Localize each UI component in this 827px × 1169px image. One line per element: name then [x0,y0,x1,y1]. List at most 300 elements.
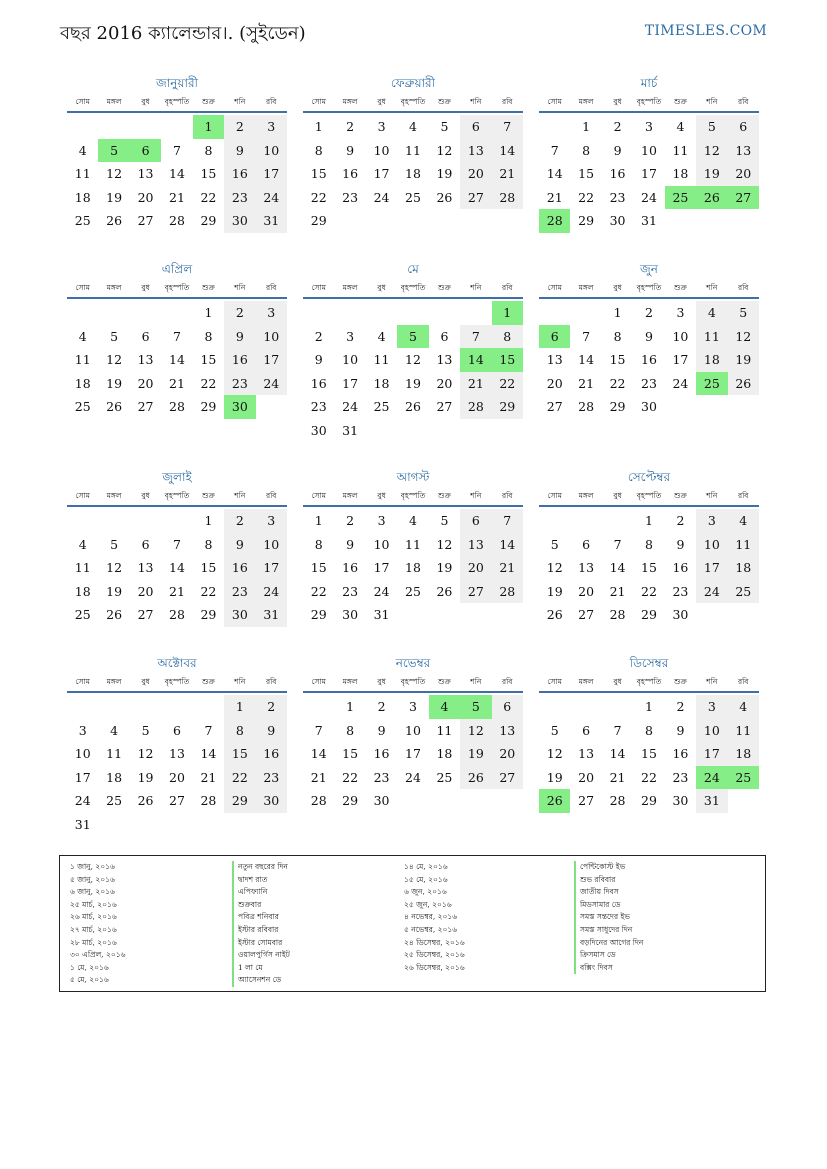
day-cell: 3 [256,301,287,325]
weekday-label: শনি [706,491,718,500]
day-cell: 19 [460,742,491,766]
day-cell: 9 [224,325,255,349]
month-block [303,466,523,627]
legend-date: ২৬ ডিসেম্বর, ২০১৬ [404,962,465,972]
legend-names-col-2 [574,861,643,974]
day-cell: 14 [492,139,523,163]
weekday-label: সোম [547,283,562,292]
day-cell: 13 [492,719,523,743]
weekday-label: শুক্র [438,677,451,686]
day-cell: 11 [728,533,759,557]
holiday-day-cell: 25 [728,766,759,790]
day-cell: 12 [546,560,563,575]
day-cell: 14 [546,166,563,181]
day-cell: 21 [609,769,626,785]
day-cell: 27 [578,793,595,808]
day-cell: 8 [204,328,213,344]
weekday-header [67,488,287,507]
day-cell: 15 [641,746,657,761]
legend-holiday-name: বড়দিনের আগের দিন [574,937,643,950]
legend-names-col-1 [232,861,290,987]
legend-holiday-name: ক্রিসমাস ডে [574,949,643,962]
day-cell: 3 [377,513,386,528]
empty-day-cell [460,301,491,325]
empty-day-cell [397,301,428,325]
weekday-label: মঙ্গল [342,677,358,686]
day-cell: 17 [256,162,287,186]
day-cell: 2 [676,513,685,528]
day-cell: 31 [373,607,390,622]
day-cell: 13 [137,352,154,367]
legend-date: ২৫ জুন, ২০১৬ [404,899,452,909]
month-name: অক্টোবর [157,656,197,670]
weekday-label: সোম [547,491,562,500]
holiday-day-cell: 25 [696,372,727,396]
day-cell: 23 [224,186,255,210]
day-cell: 13 [546,352,563,367]
day-cell: 7 [460,325,491,349]
weekday-label: শনি [706,677,718,686]
holiday-day-cell: 4 [429,695,460,719]
day-cell: 10 [256,139,287,163]
day-cell: 8 [613,328,622,344]
day-cell: 25 [74,607,91,622]
day-cell: 5 [696,115,727,139]
weekday-label: বৃহস্পতি [400,491,426,500]
day-cell: 27 [546,399,563,414]
day-cell: 7 [173,142,181,158]
day-cell: 9 [613,142,622,158]
day-cell: 7 [173,328,181,344]
day-cell: 5 [440,513,449,528]
day-cell: 29 [641,793,657,808]
day-cell: 2 [224,509,255,533]
day-cell: 16 [342,560,359,575]
day-cell: 29 [492,395,523,419]
day-cell: 16 [224,348,255,372]
empty-day-cell [98,301,129,325]
legend-date: ২৮ মার্চ, ২০১৬ [70,937,117,947]
month-name: আগস্ট [396,470,430,484]
day-cell: 2 [314,328,323,344]
day-cell: 11 [405,142,421,158]
day-cell: 6 [728,115,759,139]
day-cell: 31 [641,213,657,228]
legend-holiday-name: অ্যাসেনশন ডে [232,974,290,987]
weekday-label: মঙ্গল [578,283,594,292]
weekday-label: রবি [738,677,749,686]
month-block [303,652,523,813]
weekday-label: সোম [547,97,562,106]
day-cell: 27 [436,399,453,414]
holiday-day-cell: 26 [539,789,570,813]
empty-day-cell [130,695,161,719]
weekday-label: রবি [266,677,277,686]
day-cell: 16 [609,166,626,181]
day-cell: 1 [645,699,653,714]
weekday-label: বৃহস্পতি [164,97,190,106]
legend-holiday-name: সমস্ত সাধুদের দিন [574,924,643,937]
empty-day-cell [429,301,460,325]
weekday-label: রবি [738,491,749,500]
day-cell: 22 [578,189,595,205]
day-cell: 12 [436,536,453,552]
weekday-label: বুধ [377,677,386,686]
day-cell: 20 [436,375,453,391]
day-cell: 10 [696,719,727,743]
brand-link[interactable]: TIMESLES.COM [644,23,767,39]
weekday-label: শনি [234,97,246,106]
day-cell: 9 [676,722,685,738]
day-cell: 10 [373,142,390,158]
day-cell: 14 [492,533,523,557]
weekday-label: শনি [234,491,246,500]
day-cell: 1 [204,513,213,528]
weekday-label: রবি [738,97,749,106]
day-cell: 15 [641,560,657,575]
day-cell: 19 [405,375,421,391]
holiday-day-cell: 5 [460,695,491,719]
weekday-label: শুক্র [438,283,451,292]
day-cell: 30 [609,213,626,228]
day-cell: 8 [224,719,255,743]
day-cell: 24 [405,769,421,785]
weekday-label: শনি [470,491,482,500]
weekday-label: বুধ [613,491,622,500]
weekday-label: শনি [234,283,246,292]
day-cell: 12 [436,142,453,158]
day-cell: 15 [310,560,327,575]
day-cell: 30 [373,793,390,808]
weekday-label: সোম [75,97,90,106]
weekday-label: বুধ [613,283,622,292]
day-cell: 24 [641,189,657,205]
day-cell: 12 [106,560,123,575]
day-cell: 6 [141,328,150,344]
holiday-day-cell: 1 [492,301,523,325]
day-cell: 29 [224,789,255,813]
day-cell: 21 [609,583,626,599]
day-cell: 27 [137,607,154,622]
weekday-label: শুক্র [202,283,215,292]
day-cell: 18 [696,348,727,372]
weekday-label: শুক্র [202,491,215,500]
day-cell: 31 [74,816,91,832]
weekday-label: শুক্র [674,283,687,292]
month-name: জুন [640,262,658,276]
empty-day-cell [67,301,98,325]
day-cell: 26 [106,607,123,622]
day-cell: 3 [409,699,417,714]
day-cell: 13 [460,139,491,163]
weekday-label: বুধ [141,677,150,686]
day-cell: 25 [405,583,421,599]
day-cell: 26 [460,766,491,790]
legend-date: ৩০ এপ্রিল, ২০১৬ [70,950,126,960]
month-block [539,258,759,419]
day-cell: 4 [409,119,417,134]
day-cell: 18 [672,166,689,181]
day-cell: 8 [346,722,355,738]
legend-date: ১ মে, ২০১৬ [70,962,109,972]
weekday-label: রবি [502,97,513,106]
day-cell: 23 [224,372,255,396]
weekday-label: বৃহস্পতি [400,283,426,292]
day-cell: 14 [578,352,595,367]
day-cell: 17 [74,769,91,785]
month-name: জানুয়ারী [156,76,198,90]
weekday-label: বুধ [141,97,150,106]
weekday-label: বৃহস্পতি [400,677,426,686]
empty-day-cell [161,695,192,719]
legend-holiday-name: জাতীয় দিবস [574,886,643,899]
day-cell: 24 [672,375,689,391]
legend-holiday-name: 1 লা মে [232,962,290,975]
day-cell: 22 [492,372,523,396]
empty-day-cell [130,509,161,533]
day-cell: 17 [256,348,287,372]
weekday-header [303,94,523,113]
day-cell: 31 [342,422,359,438]
day-cell: 28 [609,793,626,808]
day-cell: 3 [78,722,87,738]
weekday-label: সোম [311,283,326,292]
day-cell: 6 [440,328,449,344]
empty-day-cell [98,509,129,533]
day-cell: 16 [342,166,359,181]
day-cell: 20 [578,583,595,599]
weekday-label: বুধ [141,283,150,292]
day-cell: 16 [672,560,689,575]
month-block [67,652,287,836]
weekday-label: সোম [311,491,326,500]
day-cell: 1 [346,699,355,714]
day-cell: 26 [436,189,453,205]
month-block [303,72,523,233]
month-block [539,652,759,813]
day-cell: 1 [582,119,591,134]
day-cell: 5 [110,536,119,552]
day-cell: 26 [546,607,563,622]
day-cell: 3 [696,509,727,533]
day-cell: 25 [74,399,91,414]
day-cell: 27 [578,607,595,622]
day-cell: 27 [169,793,185,808]
day-cell: 27 [137,213,154,228]
weekday-label: শনি [470,283,482,292]
day-cell: 5 [550,722,559,738]
day-cell: 20 [578,769,595,785]
day-cell: 29 [310,607,327,622]
day-cell: 28 [460,395,491,419]
weekday-header [67,674,287,693]
day-cell: 19 [546,583,563,599]
empty-day-cell [334,301,365,325]
day-cell: 29 [200,607,217,622]
weekday-label: রবি [502,491,513,500]
day-cell: 7 [314,722,323,738]
empty-day-cell [539,115,570,139]
day-cell: 26 [106,213,123,228]
day-cell: 15 [609,352,626,367]
weekday-label: বৃহস্পতি [636,491,662,500]
day-cell: 4 [78,142,87,158]
empty-day-cell [130,301,161,325]
legend-holiday-name: মিডসামার ডে [574,899,643,912]
day-cell: 16 [373,746,390,761]
month-block [67,72,287,233]
day-cell: 7 [204,722,213,738]
day-cell: 22 [641,583,657,599]
day-cell: 18 [74,189,91,205]
day-cell: 13 [728,139,759,163]
day-cell: 5 [141,722,150,738]
day-cell: 30 [256,789,287,813]
day-cell: 22 [310,189,327,205]
weekday-label: শনি [706,97,718,106]
day-cell: 17 [641,166,657,181]
day-cell: 20 [460,162,491,186]
day-cell: 16 [310,375,327,391]
day-cell: 15 [200,560,217,575]
day-cell: 28 [200,793,217,808]
day-cell: 3 [696,695,727,719]
day-cell: 23 [672,769,689,785]
legend-holiday-name: নতুন বছরের দিন [232,861,290,874]
day-cell: 7 [550,142,559,158]
day-cell: 3 [676,305,685,320]
month-name: মার্চ [640,76,658,90]
day-cell: 25 [436,769,453,785]
legend-holiday-name: ইস্টার রবিবার [232,924,290,937]
day-cell: 31 [696,789,727,813]
holiday-legend [59,855,766,992]
day-cell: 22 [224,766,255,790]
weekday-label: বৃহস্পতি [400,97,426,106]
empty-day-cell [303,301,334,325]
day-cell: 4 [110,722,119,738]
day-cell: 16 [672,746,689,761]
day-cell: 9 [256,719,287,743]
month-block [303,258,523,442]
weekday-label: মঙ্গল [578,97,594,106]
legend-date: ৫ নভেম্বর, ২০১৬ [404,924,458,934]
day-cell: 9 [224,533,255,557]
month-name: ডিসেম্বর [629,656,669,670]
empty-day-cell [602,509,633,533]
day-cell: 16 [224,162,255,186]
weekday-label: মঙ্গল [106,283,122,292]
legend-holiday-name: ইস্টার সোমবার [232,937,290,950]
day-cell: 4 [78,328,87,344]
weekday-label: বৃহস্পতি [164,677,190,686]
legend-date: ১৪ মে, ২০১৬ [404,862,448,871]
day-cell: 29 [310,213,327,228]
day-cell: 22 [200,375,217,391]
day-cell: 17 [373,166,390,181]
weekday-label: শুক্র [438,491,451,500]
day-cell: 19 [106,375,123,391]
day-cell: 24 [256,186,287,210]
weekday-label: শুক্র [438,97,451,106]
day-cell: 18 [405,166,421,181]
day-cell: 1 [314,513,323,528]
day-cell: 26 [106,399,123,414]
day-cell: 8 [645,722,653,738]
holiday-day-cell: 27 [728,186,759,210]
weekday-label: শনি [470,677,482,686]
day-cell: 11 [74,352,91,367]
day-cell: 20 [728,162,759,186]
empty-day-cell [303,695,334,719]
day-cell: 20 [546,375,563,391]
day-cell: 28 [492,580,523,604]
holiday-day-cell: 5 [397,325,428,349]
empty-day-cell [67,509,98,533]
day-cell: 9 [645,328,653,344]
day-cell: 23 [256,766,287,790]
day-cell: 29 [641,607,657,622]
month-block [67,466,287,627]
day-cell: 8 [314,536,323,552]
day-cell: 13 [578,560,595,575]
day-cell: 4 [728,509,759,533]
day-cell: 23 [672,583,689,599]
day-cell: 21 [492,162,523,186]
day-cell: 18 [74,375,91,391]
day-cell: 18 [436,746,453,761]
day-cell: 26 [137,793,154,808]
day-cell: 21 [492,556,523,580]
day-cell: 20 [460,556,491,580]
legend-date: ২৫ মার্চ, ২০১৬ [70,899,117,909]
weekday-label: বুধ [613,97,622,106]
legend-holiday-name: সমস্ত সন্তদের ইভ [574,911,643,924]
holiday-day-cell: 30 [224,395,255,419]
day-cell: 30 [672,793,689,808]
weekday-label: সোম [75,283,90,292]
day-cell: 22 [342,769,359,785]
weekday-label: সোম [311,677,326,686]
weekday-label: সোম [547,677,562,686]
day-cell: 4 [409,513,417,528]
day-cell: 20 [137,375,154,391]
day-cell: 5 [728,301,759,325]
day-cell: 1 [314,119,323,134]
day-cell: 15 [578,166,595,181]
day-cell: 4 [676,119,685,134]
day-cell: 29 [578,213,595,228]
weekday-label: সোম [75,491,90,500]
day-cell: 11 [74,166,91,181]
day-cell: 18 [728,742,759,766]
day-cell: 14 [169,352,185,367]
day-cell: 29 [342,793,359,808]
day-cell: 9 [676,536,685,552]
weekday-label: বৃহস্পতি [636,677,662,686]
empty-day-cell [130,115,161,139]
day-cell: 4 [377,328,386,344]
legend-dates-col-1 [70,861,125,987]
day-cell: 10 [696,533,727,557]
day-grid [303,115,523,233]
holiday-day-cell: 25 [665,186,696,210]
month-name: জুলাই [162,470,192,484]
day-cell: 1 [645,513,653,528]
day-cell: 11 [373,352,390,367]
weekday-label: শুক্র [674,677,687,686]
day-cell: 13 [578,746,595,761]
